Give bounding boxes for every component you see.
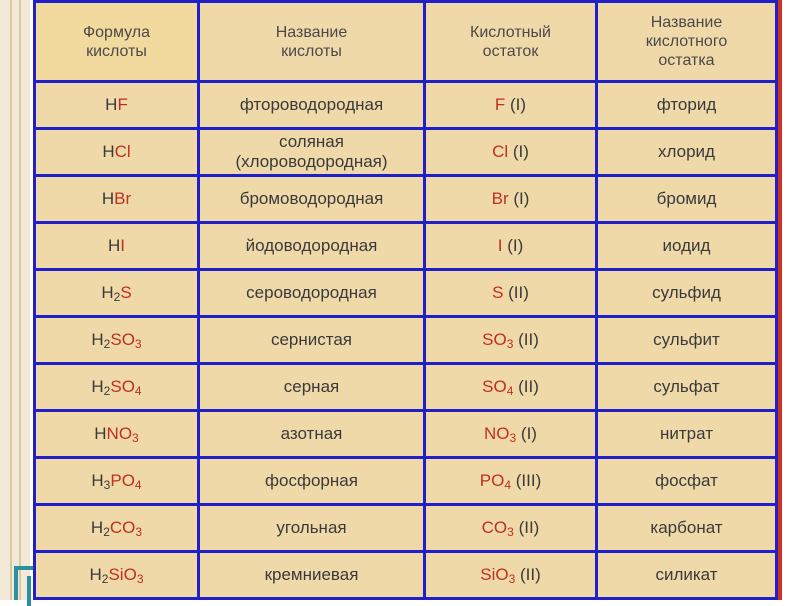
formula-residue-count: 4	[134, 384, 142, 398]
cell-formula	[35, 129, 199, 176]
cell-residue	[425, 364, 597, 411]
cell-residue-name	[597, 82, 777, 129]
formula-residue: SO	[110, 330, 135, 349]
formula-residue: S	[120, 283, 132, 302]
header-residue-name-label: Название кислотного остатка	[645, 14, 728, 69]
table-row	[35, 505, 777, 552]
residue-formula-count: 3	[508, 572, 516, 586]
formula-hydrogen-count: 2	[103, 525, 110, 539]
cell-formula	[35, 458, 199, 505]
residue-formula: NO	[484, 424, 510, 443]
acid-name: сероводородная	[246, 283, 377, 302]
cell-residue-name	[597, 505, 777, 552]
cell-residue-name	[597, 270, 777, 317]
header-formula-label: Формула кислоты	[82, 23, 151, 60]
cell-residue-name	[597, 129, 777, 176]
cell-residue-name	[597, 176, 777, 223]
formula-residue: CO	[109, 518, 136, 537]
cell-acid-name	[199, 458, 425, 505]
table-row	[35, 458, 777, 505]
residue-name: фторид	[656, 95, 717, 114]
formula-hydrogen-count: 2	[103, 337, 111, 351]
formula-hydrogen: H	[94, 424, 107, 443]
acid-name: серная	[283, 377, 340, 396]
residue-valence: (II)	[513, 330, 539, 349]
residue-name: силикат	[655, 565, 718, 584]
acid-name: фтороводородная	[239, 95, 384, 114]
cell-residue-name	[597, 223, 777, 270]
cell-residue-name	[597, 411, 777, 458]
cell-residue	[425, 317, 597, 364]
formula-hydrogen: H	[91, 471, 104, 490]
residue-formula: Cl	[492, 142, 509, 161]
residue-formula: SO	[482, 377, 507, 396]
residue-name: сульфит	[653, 330, 720, 349]
header-formula	[35, 2, 199, 82]
cell-residue	[425, 176, 597, 223]
residue-formula: CO	[481, 518, 508, 537]
cell-residue-name	[597, 317, 777, 364]
residue-valence: (II)	[515, 565, 541, 584]
residue-valence: (I)	[505, 95, 527, 114]
residue-name: сульфат	[653, 377, 720, 396]
acid-name: йодоводородная	[245, 236, 378, 255]
acids-table	[33, 0, 778, 600]
cell-acid-name	[199, 364, 425, 411]
cell-formula	[35, 505, 199, 552]
formula-hydrogen: H	[91, 330, 104, 349]
residue-name: иодид	[662, 236, 711, 255]
residue-name: карбонат	[650, 518, 723, 537]
cell-residue	[425, 129, 597, 176]
table-body	[35, 82, 777, 599]
table-row	[35, 223, 777, 270]
table-row	[35, 411, 777, 458]
formula-hydrogen: H	[91, 377, 104, 396]
acid-name: кремниевая	[264, 565, 359, 584]
cell-acid-name	[199, 552, 425, 599]
formula-residue-count: 3	[134, 337, 142, 351]
residue-valence: (I)	[516, 424, 537, 443]
formula-residue: SiO	[108, 565, 137, 584]
table-row	[35, 176, 777, 223]
acid-name: бромоводородная	[239, 189, 384, 208]
formula-residue: F	[117, 95, 128, 114]
residue-name: сульфид	[652, 283, 721, 302]
residue-formula: S	[492, 283, 504, 302]
residue-valence: (III)	[511, 471, 542, 490]
table-header-row	[35, 2, 777, 82]
formula-hydrogen: H	[90, 518, 104, 537]
left-decorative-strip	[0, 0, 30, 600]
residue-name: бромид	[656, 189, 717, 208]
table-row	[35, 270, 777, 317]
cell-formula	[35, 223, 199, 270]
cell-acid-name	[199, 411, 425, 458]
residue-valence: (II)	[503, 283, 529, 302]
residue-formula-count: 3	[507, 525, 514, 539]
formula-residue-count: 3	[132, 431, 139, 445]
cell-formula	[35, 317, 199, 364]
header-name	[199, 2, 425, 82]
formula-hydrogen-count: 2	[101, 572, 109, 586]
cell-acid-name	[199, 505, 425, 552]
formula-residue: I	[120, 236, 125, 255]
residue-formula: SiO	[480, 565, 509, 584]
cell-formula	[35, 364, 199, 411]
cell-acid-name	[199, 82, 425, 129]
cell-acid-name	[199, 317, 425, 364]
cell-residue-name	[597, 364, 777, 411]
strip-line	[10, 0, 12, 600]
cell-acid-name	[199, 270, 425, 317]
formula-residue: PO	[110, 471, 135, 490]
strip-line	[19, 0, 21, 600]
residue-name: нитрат	[660, 424, 713, 443]
formula-residue: Cl	[114, 142, 131, 161]
right-accent-bar	[778, 0, 782, 600]
residue-formula: SO	[482, 330, 507, 349]
formula-hydrogen: H	[101, 283, 114, 302]
residue-formula: I	[497, 236, 503, 255]
residue-valence: (II)	[513, 377, 539, 396]
cell-formula	[35, 176, 199, 223]
residue-formula-count: 3	[509, 431, 517, 445]
formula-residue-count: 3	[135, 525, 143, 539]
residue-valence: (II)	[513, 518, 540, 537]
cell-acid-name	[199, 176, 425, 223]
residue-formula: Br	[491, 189, 509, 208]
acid-name: угольная	[276, 518, 347, 537]
formula-hydrogen: H	[89, 565, 102, 584]
table-row	[35, 317, 777, 364]
residue-name: хлорид	[658, 142, 715, 161]
acid-name: сернистая	[270, 330, 353, 349]
formula-residue: NO	[106, 424, 133, 443]
residue-valence: (I)	[502, 236, 524, 255]
formula-hydrogen: H	[102, 142, 115, 161]
header-residue-name	[597, 2, 777, 82]
formula-hydrogen: H	[107, 236, 121, 255]
formula-hydrogen: H	[101, 189, 115, 208]
formula-hydrogen-count: 2	[103, 384, 111, 398]
acid-name: азотная	[280, 424, 343, 443]
cell-formula	[35, 270, 199, 317]
header-name-label: Название кислоты	[275, 23, 348, 60]
cell-acid-name	[199, 223, 425, 270]
table-row	[35, 552, 777, 599]
header-residue	[425, 2, 597, 82]
residue-formula: F	[494, 95, 506, 114]
residue-valence: (I)	[508, 142, 529, 161]
cell-residue	[425, 82, 597, 129]
residue-formula-count: 4	[506, 384, 514, 398]
formula-hydrogen-count: 3	[103, 478, 111, 492]
cell-formula	[35, 411, 199, 458]
header-residue-label: Кислотный остаток	[470, 23, 551, 60]
cell-residue-name	[597, 552, 777, 599]
residue-formula-count: 3	[506, 337, 514, 351]
residue-formula: PO	[479, 471, 505, 490]
cell-residue	[425, 270, 597, 317]
residue-valence: (I)	[508, 189, 530, 208]
cell-residue	[425, 411, 597, 458]
formula-residue: Br	[114, 189, 132, 208]
formula-residue: SO	[110, 377, 135, 396]
cell-residue	[425, 223, 597, 270]
cell-formula	[35, 552, 199, 599]
cell-formula	[35, 82, 199, 129]
residue-formula-count: 4	[504, 478, 512, 492]
table-row	[35, 129, 777, 176]
cell-residue	[425, 458, 597, 505]
cell-acid-name	[199, 129, 425, 176]
acid-name: соляная (хлороводородная)	[235, 132, 388, 171]
formula-hydrogen: H	[105, 95, 118, 114]
formula-hydrogen-count: 2	[113, 290, 121, 304]
table-row	[35, 364, 777, 411]
cell-residue	[425, 552, 597, 599]
acid-name: фосфорная	[265, 471, 358, 490]
formula-residue-count: 4	[134, 478, 142, 492]
cell-residue	[425, 505, 597, 552]
formula-residue-count: 3	[136, 572, 144, 586]
table-row	[35, 82, 777, 129]
residue-name: фосфат	[655, 471, 718, 490]
cell-residue-name	[597, 458, 777, 505]
